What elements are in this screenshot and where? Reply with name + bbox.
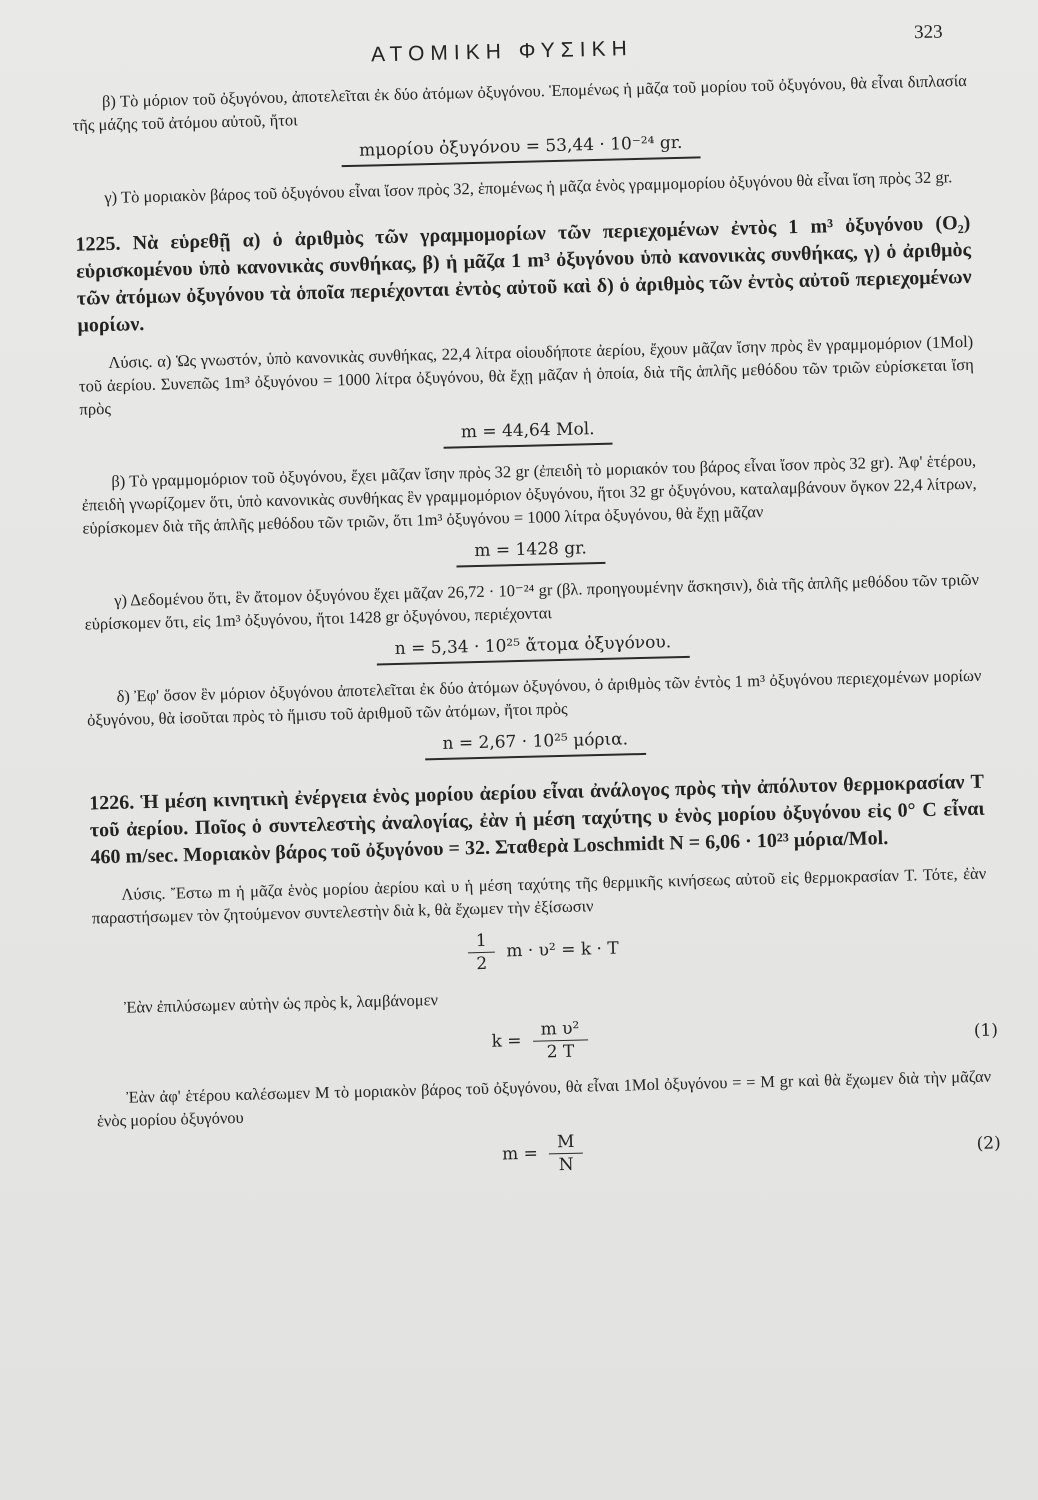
equation-number-1: (1) [973,1019,999,1041]
problem-1225: 1225. Νὰ εὑρεθῇ α) ὁ ἀριθμὸς τῶν γραμμομορίων τῶν περιεχομένων ἐντὸς 1 m³ ὀξυγόνου (O₂) εὑρισκομένου ὑπὸ κανονικὰς συνθήκας, β) ἡ μᾶζα 1 m³ ὀξυγόνου ὑπὸ κανονικὰς συνθήκας, γ) ὁ ἀριθμὸς τῶν ἀτόμων ὀξυγόνου τὰ ὁποῖα περιέχονται ἐντὸς αὐτοῦ καὶ δ) ὁ ἀριθμὸς τῶν ἐντὸς αὐτοῦ περιεχομένων μορίων. [75,211,972,337]
equation-kinetic-energy [93,918,989,985]
solution-delta: δ) Ἐφ' ὅσον ἓν μόριον ὀξυγόνου ἀποτελεῖται ἐκ δύο ἀτόμων ὀξυγόνου, ὁ ἀριθμὸς τῶν ἐντὸς 1 m³ ὀξυγόνου περιεχομένων μορίων ὀξυγόνου, θὰ ἰσοῦται πρὸς τὸ ἥμισυ τοῦ ἀριθμοῦ τῶν ἀτόμων, ἤτοι πρὸς [86,665,982,730]
paragraph-beta-molecule: β) Τὸ μόριον τοῦ ὀξυγόνου, ἀποτελεῖται ἐκ δύο ἀτόμων ὀξυγόνου. Ἑπομένως ἡ μᾶζα τοῦ μορίου τοῦ ὀξυγόνου, θὰ εἶναι διπλασία τῆς μάζης τοῦ ἀτόμου αὐτοῦ, ἤτοι [72,70,968,135]
result-beta: m = 1428 gr. [83,529,978,577]
paragraph-solve-k: Ἐὰν ἐπιλύσωμεν αὐτὴν ὡς πρὸς k, λαμβάνομεν [123,990,439,1017]
equation-1 [95,1008,999,1075]
fraction-half: $\frac{1}{2}$ [468,930,496,976]
equation-2 [97,1121,1001,1188]
result-delta: n = 2,67 · 10²⁵ μόρια. [88,721,983,769]
equation-number-2: (2) [976,1132,1001,1154]
equation-2-lhs: m = [501,1143,539,1165]
solution-1226: Λύσις. Ἔστω m ἡ μᾶζα ἑνὸς μορίου ἀερίου καὶ υ ἡ μέση ταχύτης τῆς θερμικῆς κινήσεως αὐτοῦ εἰς θερμοκρασίαν T. Τότε, ἐὰν παραστήσωμεν τὸν ζητούμενον συντελεστὴν διὰ k, θὰ ἔχωμεν τὴν ἐξίσωσιν [91,863,987,928]
solution-alpha: Λύσις. α) Ὡς γνωστόν, ὑπὸ κανονικὰς συνθήκας, 22,4 λίτρα οἱουδήποτε ἀερίου, ἔχουν μᾶζαν ἴσην πρὸς ἓν γραμμομόριον (1Mol) τοῦ ἀερίου. Συνεπῶς 1m³ ὀξυγόνου = 1000 λίτρα ὀξυγόνου, θὰ ἔχῃ μᾶζαν ἡ ὁποία, διὰ τῆς ἁπλῆς μεθόδου τῶν τριῶν εὑρίσκεται ἴση πρὸς [78,331,974,419]
equation-rest: m · υ² = k · T [506,938,619,962]
paragraph-gamma-mole: γ) Τὸ μοριακὸν βάρος τοῦ ὀξυγόνου εἶναι ἴσον πρὸς 32, ἑπομένως ἡ μᾶζα ἑνὸς γραμμομορίου ὀξυγόνου θὰ εἶναι ἴση πρὸς 32 gr. [104,167,953,207]
page-number: 323 [913,21,943,44]
fraction-m-over-n: $\frac{M}{N}$ [549,1131,584,1177]
solution-gamma: γ) Δεδομένου ὅτι, ἓν ἄτομον ὀξυγόνου ἔχει μᾶζαν 26,72 · 10⁻²⁴ gr (βλ. προηγουμένην ἄσκησιν), διὰ τῆς ἁπλῆς μεθόδου τῶν τριῶν εὑρίσκομεν ὅτι, εἰς 1m³ ὀξυγόνου, ἤτοι 1428 gr ὀξυγόνου, περιέχονται [84,569,980,634]
result-alpha: m = 44,64 Mol. [80,410,975,458]
result-gamma: n = 5,34 · 10²⁵ ἄτομα ὀξυγόνου. [85,625,980,673]
result-molecule-mass: mμορίου ὀξυγόνου = 53,44 · 10⁻²⁴ gr. [73,126,968,174]
running-header: ΑΤΟΜΙΚΗ ΦΥΣΙΚΗ [370,37,633,67]
solution-beta: β) Τὸ γραμμομόριον τοῦ ὀξυγόνου, ἔχει μᾶζαν ἴσην πρὸς 32 gr (ἐπειδὴ τὸ μοριακόν του βάρος εἶναι ἴσον πρὸς 32 gr). Ἀφ' ἑτέρου, ἐπειδὴ γνωρίζομεν ὅτι, ὑπὸ κανονικὰς συνθήκας ἓν γραμμομόριον ὀξυγόνου, ἤτοι 32 gr ὀξυγόνου, καταλαμβάνουν ὄγκον 22,4 λίτρων, εὑρίσκομεν διὰ τῆς ἁπλῆς μεθόδου τῶν τριῶν, ὅτι 1m³ ὀξυγόνου = 1000 λίτρα ὀξυγόνου, θὰ ἔχῃ μᾶζαν [81,450,977,538]
equation-1-lhs: k = [491,1031,522,1052]
paragraph-molar-mass: Ἐὰν ἀφ' ἑτέρου καλέσωμεν M τὸ μοριακὸν βάρος τοῦ ὀξυγόνου, θὰ εἶναι 1Mol ὀξυγόνου = = M gr καὶ θὰ ἔχωμεν διὰ τὴν μᾶζαν ἑνὸς μορίου ὀξυγόνου [96,1066,992,1131]
text-body [72,69,1001,1200]
problem-1226: 1226. Ἡ μέση κινητικὴ ἐνέργεια ἑνὸς μορίου ἀερίου εἶναι ἀνάλογος πρὸς τὴν ἀπόλυτον θερμοκρασίαν T τοῦ ἀερίου. Ποῖος ὁ συντελεστὴς ἀναλογίας, ἐὰν ἡ μέση ταχύτης υ ἑνὸς μορίου ὀξυγόνου εἰς 0° C εἶναι 460 m/sec. Μοριακὸν βάρος τοῦ ὀξυγόνου = 32. Σταθερὰ Loschmidt N = 6,06 · 10²³ μόρια/Mol. [88,770,985,869]
fraction-mv2-2t: $\frac{\text{m υ²}}{2 T}$ [532,1017,588,1063]
